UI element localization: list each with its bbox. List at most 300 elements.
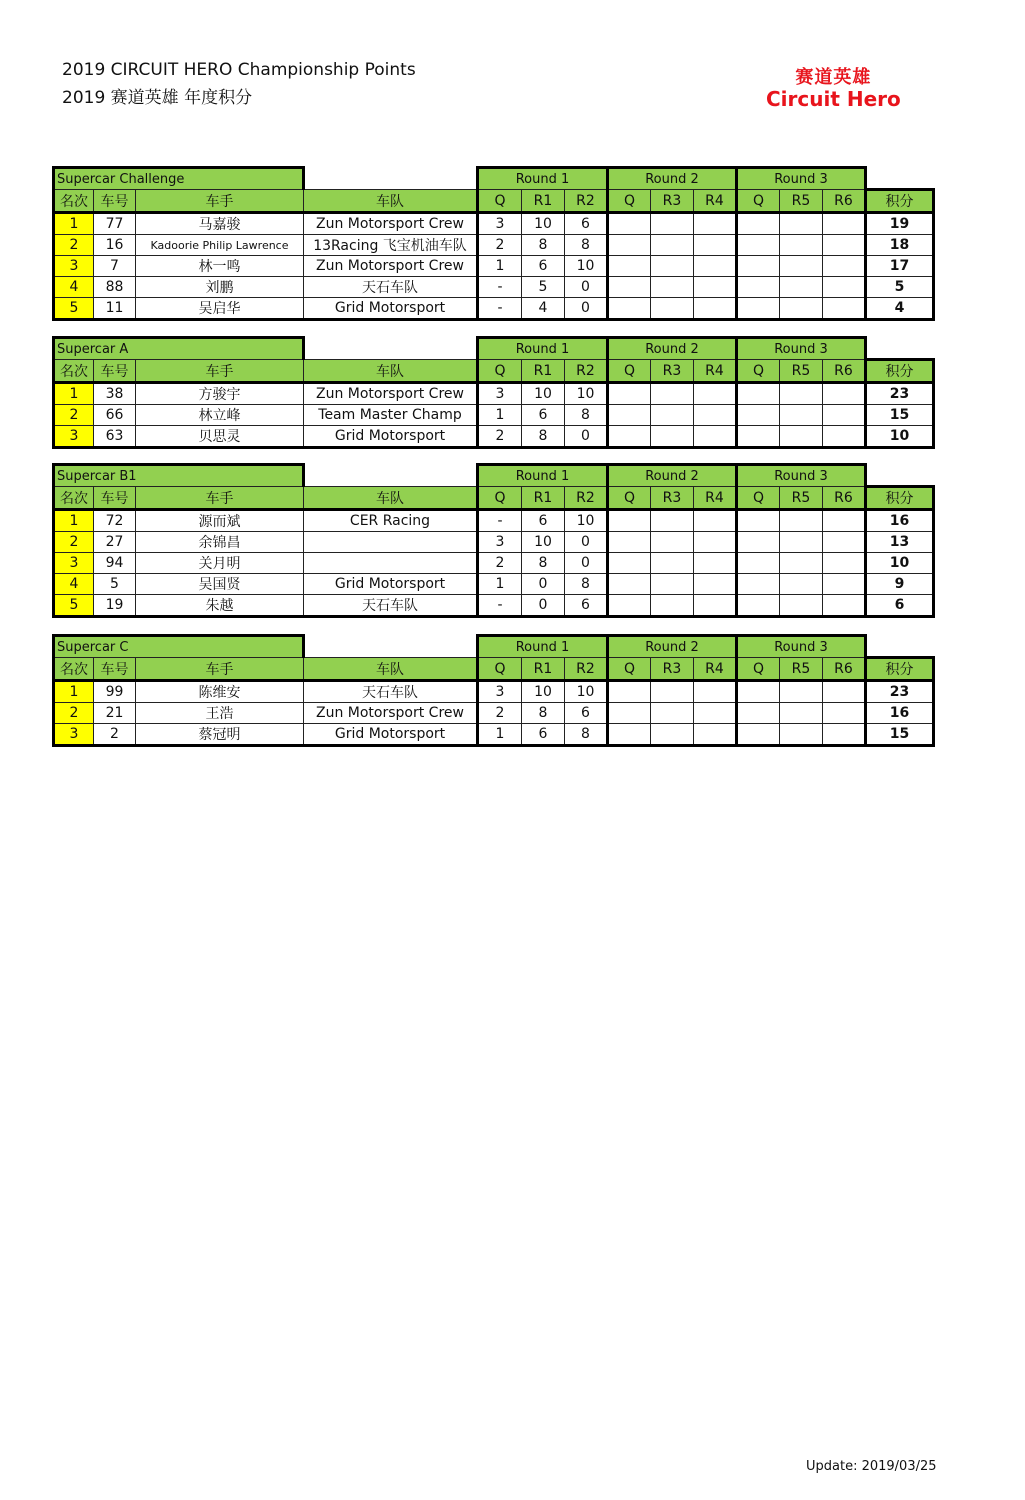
category-row (54, 338, 934, 360)
column-header-q: Q (608, 487, 651, 510)
driver-cell: 关月明 (136, 553, 304, 574)
r2-cell: 10 (565, 510, 608, 532)
empty-q-cell (608, 574, 651, 595)
empty-q-cell (737, 724, 780, 746)
table-row (54, 510, 934, 532)
empty-r6-cell (823, 574, 866, 595)
q-cell: 1 (478, 405, 522, 426)
empty-r5-cell (780, 405, 823, 426)
empty-r4-cell (694, 235, 737, 256)
q-cell: 1 (478, 724, 522, 746)
team-cell: 天石车队 (304, 595, 478, 617)
q-cell: 3 (478, 383, 522, 405)
empty-q-cell (608, 383, 651, 405)
round-header: Round 3 (737, 636, 866, 658)
round-header: Round 1 (478, 168, 608, 190)
empty-r6-cell (823, 256, 866, 277)
empty-r5-cell (780, 235, 823, 256)
position-cell: 1 (54, 681, 94, 703)
table-row (54, 532, 934, 553)
driver-cell: 陈维安 (136, 681, 304, 703)
empty-r6-cell (823, 213, 866, 235)
empty-r4-cell (694, 383, 737, 405)
car-number-cell: 19 (94, 595, 136, 617)
driver-cell: 马嘉骏 (136, 213, 304, 235)
car-number-cell: 63 (94, 426, 136, 448)
r1-cell: 8 (522, 703, 565, 724)
r2-cell: 8 (565, 724, 608, 746)
empty-r4-cell (694, 724, 737, 746)
table-row (54, 383, 934, 405)
car-number-cell: 38 (94, 383, 136, 405)
empty-q-cell (608, 510, 651, 532)
r1-cell: 6 (522, 510, 565, 532)
title-english: 2019 CIRCUIT HERO Championship Points (62, 60, 416, 80)
empty-r6-cell (823, 383, 866, 405)
empty-q-cell (608, 235, 651, 256)
empty-r4-cell (694, 213, 737, 235)
r2-cell: 8 (565, 574, 608, 595)
driver-cell: 林一鸣 (136, 256, 304, 277)
team-cell: Grid Motorsport (304, 298, 478, 320)
column-header-r1: R1 (522, 190, 565, 213)
category-row (54, 168, 934, 190)
empty-r6-cell (823, 532, 866, 553)
column-header-r2: R2 (565, 360, 608, 383)
empty-q-cell (737, 595, 780, 617)
car-number-cell: 77 (94, 213, 136, 235)
points-cell: 15 (866, 724, 934, 746)
q-cell: 3 (478, 213, 522, 235)
empty-r6-cell (823, 553, 866, 574)
empty-r4-cell (694, 426, 737, 448)
empty-r3-cell (651, 574, 694, 595)
column-header-q: Q (737, 360, 780, 383)
team-cell: Zun Motorsport Crew (304, 703, 478, 724)
table-row (54, 256, 934, 277)
r2-cell: 0 (565, 277, 608, 298)
team-cell: Zun Motorsport Crew (304, 256, 478, 277)
q-cell: 3 (478, 681, 522, 703)
empty-q-cell (737, 277, 780, 298)
column-header-r3: R3 (651, 487, 694, 510)
empty-q-cell (608, 595, 651, 617)
position-cell: 1 (54, 510, 94, 532)
empty-r4-cell (694, 298, 737, 320)
update-date: Update: 2019/03/25 (806, 1459, 937, 1474)
spacer-cell (304, 636, 478, 658)
table-row (54, 298, 934, 320)
team-cell: Grid Motorsport (304, 574, 478, 595)
r1-cell: 10 (522, 681, 565, 703)
column-header-r4: R4 (694, 487, 737, 510)
category-name: Supercar B1 (54, 465, 304, 487)
empty-q-cell (608, 426, 651, 448)
r2-cell: 6 (565, 213, 608, 235)
column-header-r4: R4 (694, 190, 737, 213)
position-cell: 4 (54, 574, 94, 595)
q-cell: 2 (478, 235, 522, 256)
empty-r4-cell (694, 574, 737, 595)
empty-r3-cell (651, 724, 694, 746)
empty-r3-cell (651, 681, 694, 703)
empty-r4-cell (694, 553, 737, 574)
category-name: Supercar A (54, 338, 304, 360)
empty-r6-cell (823, 724, 866, 746)
column-header-q: Q (737, 190, 780, 213)
column-header-pos: 名次 (54, 360, 94, 383)
spacer-cell (866, 465, 934, 487)
empty-r3-cell (651, 595, 694, 617)
position-cell: 2 (54, 703, 94, 724)
column-header-team: 车队 (304, 360, 478, 383)
r2-cell: 0 (565, 532, 608, 553)
driver-cell: 方骏宇 (136, 383, 304, 405)
column-header-r5: R5 (780, 190, 823, 213)
column-header-driver: 车手 (136, 360, 304, 383)
driver-cell: 余锦昌 (136, 532, 304, 553)
empty-r4-cell (694, 532, 737, 553)
column-header-num: 车号 (94, 190, 136, 213)
r1-cell: 8 (522, 426, 565, 448)
column-header-r5: R5 (780, 360, 823, 383)
driver-cell: 蔡冠明 (136, 724, 304, 746)
empty-r3-cell (651, 405, 694, 426)
r1-cell: 0 (522, 574, 565, 595)
round-header: Round 2 (608, 338, 737, 360)
team-cell: Zun Motorsport Crew (304, 213, 478, 235)
column-header-driver: 车手 (136, 487, 304, 510)
empty-r6-cell (823, 510, 866, 532)
category-row (54, 636, 934, 658)
driver-cell: 王浩 (136, 703, 304, 724)
spacer-cell (866, 338, 934, 360)
column-header-r4: R4 (694, 658, 737, 681)
column-header-q: Q (608, 190, 651, 213)
table-row (54, 574, 934, 595)
table-row (54, 681, 934, 703)
points-cell: 5 (866, 277, 934, 298)
empty-q-cell (608, 724, 651, 746)
empty-q-cell (608, 681, 651, 703)
empty-r5-cell (780, 298, 823, 320)
r2-cell: 0 (565, 298, 608, 320)
table-row (54, 235, 934, 256)
r1-cell: 6 (522, 405, 565, 426)
empty-r6-cell (823, 235, 866, 256)
r2-cell: 0 (565, 426, 608, 448)
logo-english: Circuit Hero (766, 87, 901, 111)
empty-r5-cell (780, 595, 823, 617)
empty-q-cell (737, 574, 780, 595)
empty-r3-cell (651, 426, 694, 448)
empty-r3-cell (651, 298, 694, 320)
table-row (54, 213, 934, 235)
empty-q-cell (608, 405, 651, 426)
r2-cell: 6 (565, 703, 608, 724)
position-cell: 3 (54, 256, 94, 277)
points-cell: 18 (866, 235, 934, 256)
spacer-cell (304, 338, 478, 360)
empty-q-cell (737, 405, 780, 426)
column-header-team: 车队 (304, 658, 478, 681)
column-header-row (54, 360, 934, 383)
team-cell: 13Racing 飞宝机油车队 (304, 235, 478, 256)
column-header-num: 车号 (94, 658, 136, 681)
team-cell: Team Master Champ (304, 405, 478, 426)
position-cell: 2 (54, 405, 94, 426)
empty-r3-cell (651, 383, 694, 405)
spacer-cell (304, 168, 478, 190)
standings-table (52, 634, 935, 747)
column-header-r1: R1 (522, 658, 565, 681)
car-number-cell: 7 (94, 256, 136, 277)
position-cell: 3 (54, 724, 94, 746)
empty-q-cell (608, 703, 651, 724)
column-header-q: Q (478, 658, 522, 681)
table-row (54, 703, 934, 724)
table-row (54, 724, 934, 746)
q-cell: 2 (478, 703, 522, 724)
circuit-hero-logo (766, 68, 901, 110)
driver-cell: 吴国贤 (136, 574, 304, 595)
empty-r4-cell (694, 256, 737, 277)
empty-r5-cell (780, 703, 823, 724)
empty-r6-cell (823, 405, 866, 426)
points-cell: 10 (866, 426, 934, 448)
title-chinese: 2019 赛道英雄 年度积分 (62, 88, 253, 108)
car-number-cell: 88 (94, 277, 136, 298)
points-cell: 15 (866, 405, 934, 426)
column-header-r6: R6 (823, 190, 866, 213)
table-row (54, 426, 934, 448)
points-cell: 4 (866, 298, 934, 320)
empty-q-cell (737, 383, 780, 405)
empty-r5-cell (780, 510, 823, 532)
empty-r6-cell (823, 703, 866, 724)
car-number-cell: 99 (94, 681, 136, 703)
r2-cell: 10 (565, 681, 608, 703)
table-row (54, 595, 934, 617)
q-cell: 1 (478, 574, 522, 595)
round-header: Round 3 (737, 465, 866, 487)
empty-r4-cell (694, 681, 737, 703)
empty-r5-cell (780, 213, 823, 235)
empty-q-cell (608, 298, 651, 320)
empty-r3-cell (651, 532, 694, 553)
empty-q-cell (608, 553, 651, 574)
column-header-driver: 车手 (136, 658, 304, 681)
empty-r5-cell (780, 426, 823, 448)
r1-cell: 0 (522, 595, 565, 617)
car-number-cell: 72 (94, 510, 136, 532)
spacer-cell (866, 636, 934, 658)
round-header: Round 1 (478, 338, 608, 360)
r1-cell: 6 (522, 256, 565, 277)
column-header-r5: R5 (780, 487, 823, 510)
empty-r4-cell (694, 595, 737, 617)
empty-r3-cell (651, 703, 694, 724)
column-header-points: 积分 (866, 658, 934, 681)
table-row (54, 405, 934, 426)
team-cell: Grid Motorsport (304, 426, 478, 448)
r2-cell: 8 (565, 235, 608, 256)
position-cell: 5 (54, 595, 94, 617)
r1-cell: 6 (522, 724, 565, 746)
empty-q-cell (737, 510, 780, 532)
column-header-r6: R6 (823, 360, 866, 383)
team-cell: 天石车队 (304, 681, 478, 703)
r1-cell: 8 (522, 235, 565, 256)
empty-r3-cell (651, 213, 694, 235)
round-header: Round 1 (478, 465, 608, 487)
r1-cell: 4 (522, 298, 565, 320)
column-header-pos: 名次 (54, 487, 94, 510)
car-number-cell: 27 (94, 532, 136, 553)
round-header: Round 2 (608, 465, 737, 487)
empty-q-cell (608, 213, 651, 235)
empty-r4-cell (694, 405, 737, 426)
empty-q-cell (608, 256, 651, 277)
r1-cell: 5 (522, 277, 565, 298)
empty-q-cell (737, 553, 780, 574)
r1-cell: 10 (522, 213, 565, 235)
column-header-q: Q (608, 658, 651, 681)
column-header-r3: R3 (651, 360, 694, 383)
points-cell: 9 (866, 574, 934, 595)
column-header-r5: R5 (780, 658, 823, 681)
r2-cell: 8 (565, 405, 608, 426)
empty-q-cell (737, 213, 780, 235)
category-name: Supercar C (54, 636, 304, 658)
driver-cell: 源而斌 (136, 510, 304, 532)
empty-r3-cell (651, 256, 694, 277)
q-cell: 1 (478, 256, 522, 277)
position-cell: 2 (54, 235, 94, 256)
driver-cell: 贝思灵 (136, 426, 304, 448)
page-header (62, 56, 416, 112)
car-number-cell: 16 (94, 235, 136, 256)
column-header-r6: R6 (823, 487, 866, 510)
standings-table (52, 463, 935, 618)
column-header-pos: 名次 (54, 190, 94, 213)
points-cell: 17 (866, 256, 934, 277)
column-header-r2: R2 (565, 487, 608, 510)
q-cell: - (478, 595, 522, 617)
column-header-row (54, 658, 934, 681)
team-cell: 天石车队 (304, 277, 478, 298)
empty-q-cell (608, 277, 651, 298)
standings-table (52, 166, 935, 321)
r1-cell: 10 (522, 383, 565, 405)
r2-cell: 6 (565, 595, 608, 617)
column-header-q: Q (737, 658, 780, 681)
empty-q-cell (737, 298, 780, 320)
round-header: Round 3 (737, 338, 866, 360)
column-header-points: 积分 (866, 487, 934, 510)
points-cell: 19 (866, 213, 934, 235)
spacer-cell (866, 168, 934, 190)
column-header-row (54, 190, 934, 213)
position-cell: 4 (54, 277, 94, 298)
team-cell (304, 553, 478, 574)
car-number-cell: 21 (94, 703, 136, 724)
column-header-num: 车号 (94, 487, 136, 510)
empty-r6-cell (823, 595, 866, 617)
column-header-q: Q (478, 360, 522, 383)
table-row (54, 553, 934, 574)
column-header-team: 车队 (304, 487, 478, 510)
column-header-team: 车队 (304, 190, 478, 213)
round-header: Round 1 (478, 636, 608, 658)
driver-cell: 林立峰 (136, 405, 304, 426)
empty-q-cell (737, 703, 780, 724)
empty-r3-cell (651, 510, 694, 532)
position-cell: 3 (54, 426, 94, 448)
q-cell: 3 (478, 532, 522, 553)
empty-r3-cell (651, 277, 694, 298)
points-cell: 13 (866, 532, 934, 553)
points-cell: 23 (866, 681, 934, 703)
empty-r3-cell (651, 235, 694, 256)
column-header-r1: R1 (522, 360, 565, 383)
empty-q-cell (737, 681, 780, 703)
empty-r4-cell (694, 510, 737, 532)
column-header-r6: R6 (823, 658, 866, 681)
points-cell: 6 (866, 595, 934, 617)
position-cell: 5 (54, 298, 94, 320)
round-header: Round 2 (608, 636, 737, 658)
empty-r4-cell (694, 277, 737, 298)
category-row (54, 465, 934, 487)
points-cell: 10 (866, 553, 934, 574)
column-header-row (54, 487, 934, 510)
empty-r3-cell (651, 553, 694, 574)
driver-cell: 吴启华 (136, 298, 304, 320)
empty-r6-cell (823, 298, 866, 320)
standings-table (52, 336, 935, 449)
column-header-r2: R2 (565, 190, 608, 213)
round-header: Round 3 (737, 168, 866, 190)
team-cell: Grid Motorsport (304, 724, 478, 746)
empty-r5-cell (780, 724, 823, 746)
driver-cell: 刘鹏 (136, 277, 304, 298)
column-header-r3: R3 (651, 190, 694, 213)
r1-cell: 8 (522, 553, 565, 574)
points-cell: 23 (866, 383, 934, 405)
column-header-num: 车号 (94, 360, 136, 383)
r1-cell: 10 (522, 532, 565, 553)
spacer-cell (304, 465, 478, 487)
column-header-driver: 车手 (136, 190, 304, 213)
empty-r4-cell (694, 703, 737, 724)
column-header-pos: 名次 (54, 658, 94, 681)
position-cell: 1 (54, 213, 94, 235)
q-cell: 2 (478, 426, 522, 448)
driver-cell: 朱越 (136, 595, 304, 617)
empty-r6-cell (823, 426, 866, 448)
category-name: Supercar Challenge (54, 168, 304, 190)
empty-q-cell (737, 256, 780, 277)
position-cell: 3 (54, 553, 94, 574)
empty-r5-cell (780, 574, 823, 595)
car-number-cell: 5 (94, 574, 136, 595)
empty-r5-cell (780, 532, 823, 553)
empty-r6-cell (823, 681, 866, 703)
points-cell: 16 (866, 703, 934, 724)
column-header-r2: R2 (565, 658, 608, 681)
r2-cell: 0 (565, 553, 608, 574)
